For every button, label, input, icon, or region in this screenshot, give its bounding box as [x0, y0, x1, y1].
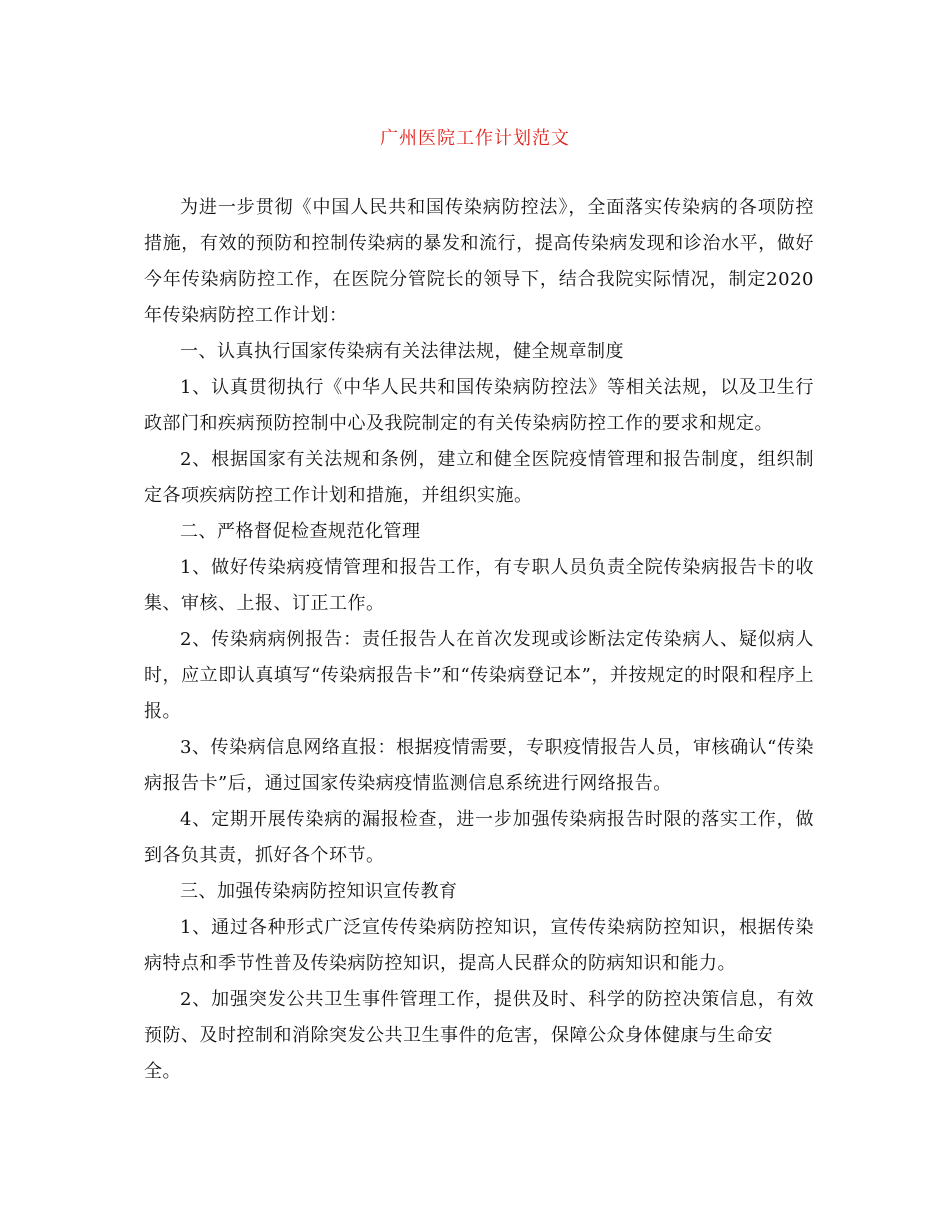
- document-body: [144, 190, 814, 1090]
- section-heading-1: 一、认真执行国家传染病有关法律法规，健全规章制度: [180, 341, 624, 362]
- section-1-item-1: 1、认真贯彻执行《中华人民共和国传染病防控法》等相关法规，以及卫生行政部门和疾病预防控制中心及我院制定的有关传染病防控工作的要求和规定。: [144, 377, 814, 434]
- section-2-item-1: 1、做好传染病疫情管理和报告工作，有专职人员负责全院传染病报告卡的收集、审核、上报、订正工作。: [144, 557, 814, 614]
- section-3-item-2-trailing-line: 全。: [144, 1061, 181, 1082]
- section-heading-3: 三、加强传染病防控知识宣传教育: [180, 881, 458, 902]
- section-2-item-3: 3、传染病信息网络直报：根据疫情需要，专职疫情报告人员，审核确认“传染病报告卡”后，通过国家传染病疫情监测信息系统进行网络报告。: [144, 737, 814, 794]
- section-3-item-2: 2、加强突发公共卫生事件管理工作，提供及时、科学的防控决策信息，有效预防、及时控制和消除突发公共卫生事件的危害，保障公众身体健康与生命安: [144, 989, 814, 1046]
- section-heading-2: 二、严格督促检查规范化管理: [180, 521, 421, 542]
- section-3-item-1: 1、通过各种形式广泛宣传传染病防控知识，宣传传染病防控知识，根据传染病特点和季节性普及传染病防控知识，提高人民群众的防病知识和能力。: [144, 917, 814, 974]
- section-1-item-2: 2、根据国家有关法规和条例，建立和健全医院疫情管理和报告制度，组织制定各项疾病防控工作计划和措施，并组织实施。: [144, 449, 814, 506]
- section-2-item-2: 2、传染病病例报告：责任报告人在首次发现或诊断法定传染病人、疑似病人时，应立即认真填写“传染病报告卡”和“传染病登记本”，并按规定的时限和程序上报。: [144, 629, 814, 722]
- document-title: 广州医院工作计划范文: [380, 128, 570, 149]
- section-2-item-4: 4、定期开展传染病的漏报检查，进一步加强传染病报告时限的落实工作，做到各负其责，抓好各个环节。: [144, 809, 814, 866]
- intro-paragraph: 为进一步贯彻《中国人民共和国传染病防控法》，全面落实传染病的各项防控措施，有效的预防和控制传染病的暴发和流行，提高传染病发现和诊治水平，做好今年传染病防控工作，在医院分管院长的领导下，结合我院实际情况，制定2020年传染病防控工作计划：: [144, 197, 814, 326]
